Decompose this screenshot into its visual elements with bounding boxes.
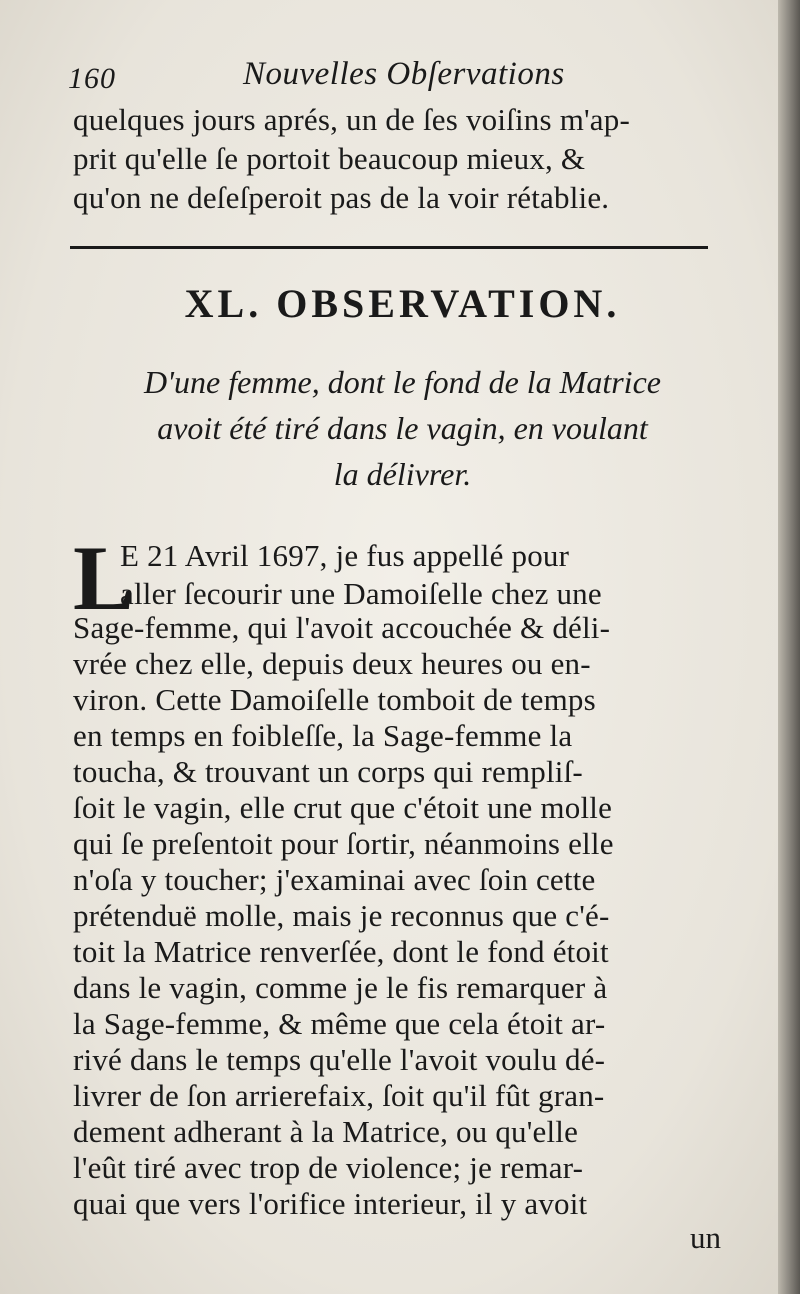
observation-heading: XL. OBSERVATION.	[184, 281, 621, 326]
body-line: prétenduë molle, mais je reconnus que c'é-	[73, 898, 610, 933]
body-line: l'eût tiré avec trop de violence; je remar-	[73, 1150, 584, 1185]
body-line: qui ſe preſentoit pour ſortir, néanmoins elle	[73, 826, 614, 861]
body-line: la Sage-femme, & même que cela étoit ar-	[73, 1006, 606, 1041]
drop-cap: L	[73, 527, 135, 629]
body-line: ſoit le vagin, elle crut que c'étoit une molle	[73, 790, 613, 825]
intro-line: qu'on ne deſeſperoit pas de la voir rétablie.	[73, 180, 610, 215]
intro-line: quelques jours aprés, un de ſes voiſins m'ap-	[73, 102, 630, 137]
body-line: Sage-femme, qui l'avoit accouchée & déli-	[73, 610, 611, 645]
body-line: toit la Matrice renverſée, dont le fond étoit	[73, 934, 609, 969]
body-line: aller ſecourir une Damoiſelle chez une	[120, 576, 602, 611]
body-line: dement adherant à la Matrice, ou qu'elle	[73, 1114, 579, 1149]
body-line: E 21 Avril 1697, je fus appellé pour	[120, 538, 570, 573]
body-line: vrée chez elle, depuis deux heures ou en-	[73, 646, 591, 681]
running-title: Nouvelles Obſervations	[243, 56, 565, 92]
body-line: viron. Cette Damoiſelle tomboit de temps	[73, 682, 596, 717]
section-divider	[70, 246, 708, 249]
body-line: n'oſa y toucher; j'examinai avec ſoin cette	[73, 862, 596, 897]
page-number: 160	[68, 62, 116, 95]
intro-line: prit qu'elle ſe portoit beaucoup mieux, &	[73, 141, 586, 176]
body-line: dans le vagin, comme je le fis remarquer à	[73, 970, 608, 1005]
body-line: toucha, & trouvant un corps qui rempliſ-	[73, 754, 583, 789]
catchword: un	[690, 1220, 721, 1255]
page-edge-shadow	[778, 0, 800, 1294]
observation-subtitle-line: la délivrer.	[333, 456, 472, 492]
body-line: rivé dans le temps qu'elle l'avoit voulu dé-	[73, 1042, 606, 1077]
body-line: en temps en foibleſſe, la Sage-femme la	[73, 718, 573, 753]
body-line: quai que vers l'orifice interieur, il y avoit	[73, 1186, 588, 1221]
observation-subtitle-line: avoit été tiré dans le vagin, en voulant	[157, 410, 648, 446]
page-header	[68, 52, 748, 96]
observation-subtitle-line: D'une femme, dont le fond de la Matrice	[144, 364, 661, 400]
body-line: livrer de ſon arrierefaix, ſoit qu'il fût gran-	[73, 1078, 605, 1113]
